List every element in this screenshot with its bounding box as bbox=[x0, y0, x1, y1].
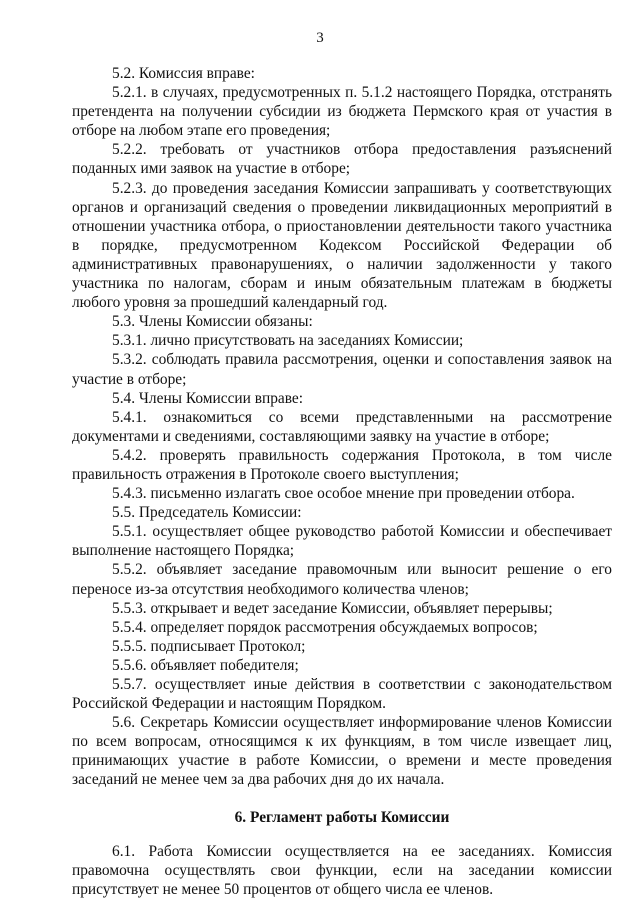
document-body bbox=[72, 64, 612, 899]
paragraph-5-3-2: 5.3.2. соблюдать правила рассмотрения, оценки и сопоставления заявок на участие в отборе; bbox=[72, 351, 612, 388]
paragraph-6-1: 6.1. Работа Комиссии осуществляется на ее заседаниях. Комиссия правомочна осуществлять свои функции, если на заседании комиссии присутствует не менее 50 процентов от общего числа ее членов. bbox=[72, 842, 612, 898]
paragraph-5-4-1: 5.4.1. ознакомиться со всеми представленными на рассмотрение документами и сведениями, составляющими заявку на участие в отборе; bbox=[72, 408, 612, 445]
paragraph-5-5-4: 5.5.4. определяет порядок рассмотрения обсуждаемых вопросов; bbox=[112, 618, 538, 636]
paragraph-5-2-3: 5.2.3. до проведения заседания Комиссии запрашивать у соответствующих органов и организаций сведения о проведении ликвидационных мероприятий в отношении участника отбора, о приостановлении деятельности такого участника в порядке, предусмотренном Кодексом Российской Федерации об административных правонарушениях, о наличии задолженности у такого участника по налогам, сборам и иным обязательным платежам в бюджеты любого уровня за прошедший календарный год. bbox=[72, 179, 612, 312]
paragraph-5-3-1: 5.3.1. лично присутствовать на заседаниях Комиссии; bbox=[112, 332, 464, 350]
paragraph-5-5-3: 5.5.3. открывает и ведет заседание Комиссии, объявляет перерывы; bbox=[112, 599, 553, 617]
paragraph-5-4: 5.4. Члены Комиссии вправе: bbox=[112, 389, 304, 407]
paragraph-5-5-1: 5.5.1. осуществляет общее руководство работой Комиссии и обеспечивает выполнение настоящего Порядка; bbox=[72, 523, 612, 560]
paragraph-5-5-7: 5.5.7. осуществляет иные действия в соответствии с законодательством Российской Федерации и настоящим Порядком. bbox=[72, 676, 612, 713]
paragraph-5-5: 5.5. Председатель Комиссии: bbox=[112, 504, 302, 522]
paragraph-5-2: 5.2. Комиссия вправе: bbox=[112, 65, 255, 82]
paragraph-5-5-2: 5.5.2. объявляет заседание правомочным или выносит решение о его переносе из-за отсутствия необходимого количества членов; bbox=[72, 561, 612, 598]
paragraph-5-4-3: 5.4.3. письменно излагать свое особое мнение при проведении отбора. bbox=[112, 485, 575, 503]
paragraph-5-2-2: 5.2.2. требовать от участников отбора предоставления разъяснений поданных ими заявок на участие в отборе; bbox=[72, 141, 612, 178]
paragraph-5-3: 5.3. Члены Комиссии обязаны: bbox=[112, 313, 313, 331]
page-number: 3 bbox=[316, 30, 324, 46]
paragraph-5-6: 5.6. Секретарь Комиссии осуществляет информирование членов Комиссии по всем вопросам, относящимся к их функциям, в том числе извещает лиц, принимающих участие в работе Комиссии, о времени и месте проведения заседаний не менее чем за два рабочих дня до их начала. bbox=[72, 714, 612, 789]
paragraph-5-5-6: 5.5.6. объявляет победителя; bbox=[112, 656, 299, 674]
section-heading: 6. Регламент работы Комиссии bbox=[234, 808, 450, 826]
paragraph-5-4-2: 5.4.2. проверять правильность содержания Протокола, в том числе правильность отражения в Протоколе своего выступления; bbox=[72, 446, 612, 483]
paragraph-5-5-5: 5.5.5. подписывает Протокол; bbox=[112, 637, 306, 655]
paragraph-5-2-1: 5.2.1. в случаях, предусмотренных п. 5.1.2 настоящего Порядка, отстранять претендента на получении субсидии из бюджета Пермского края от участия в отборе на любом этапе его проведения; bbox=[72, 84, 612, 140]
